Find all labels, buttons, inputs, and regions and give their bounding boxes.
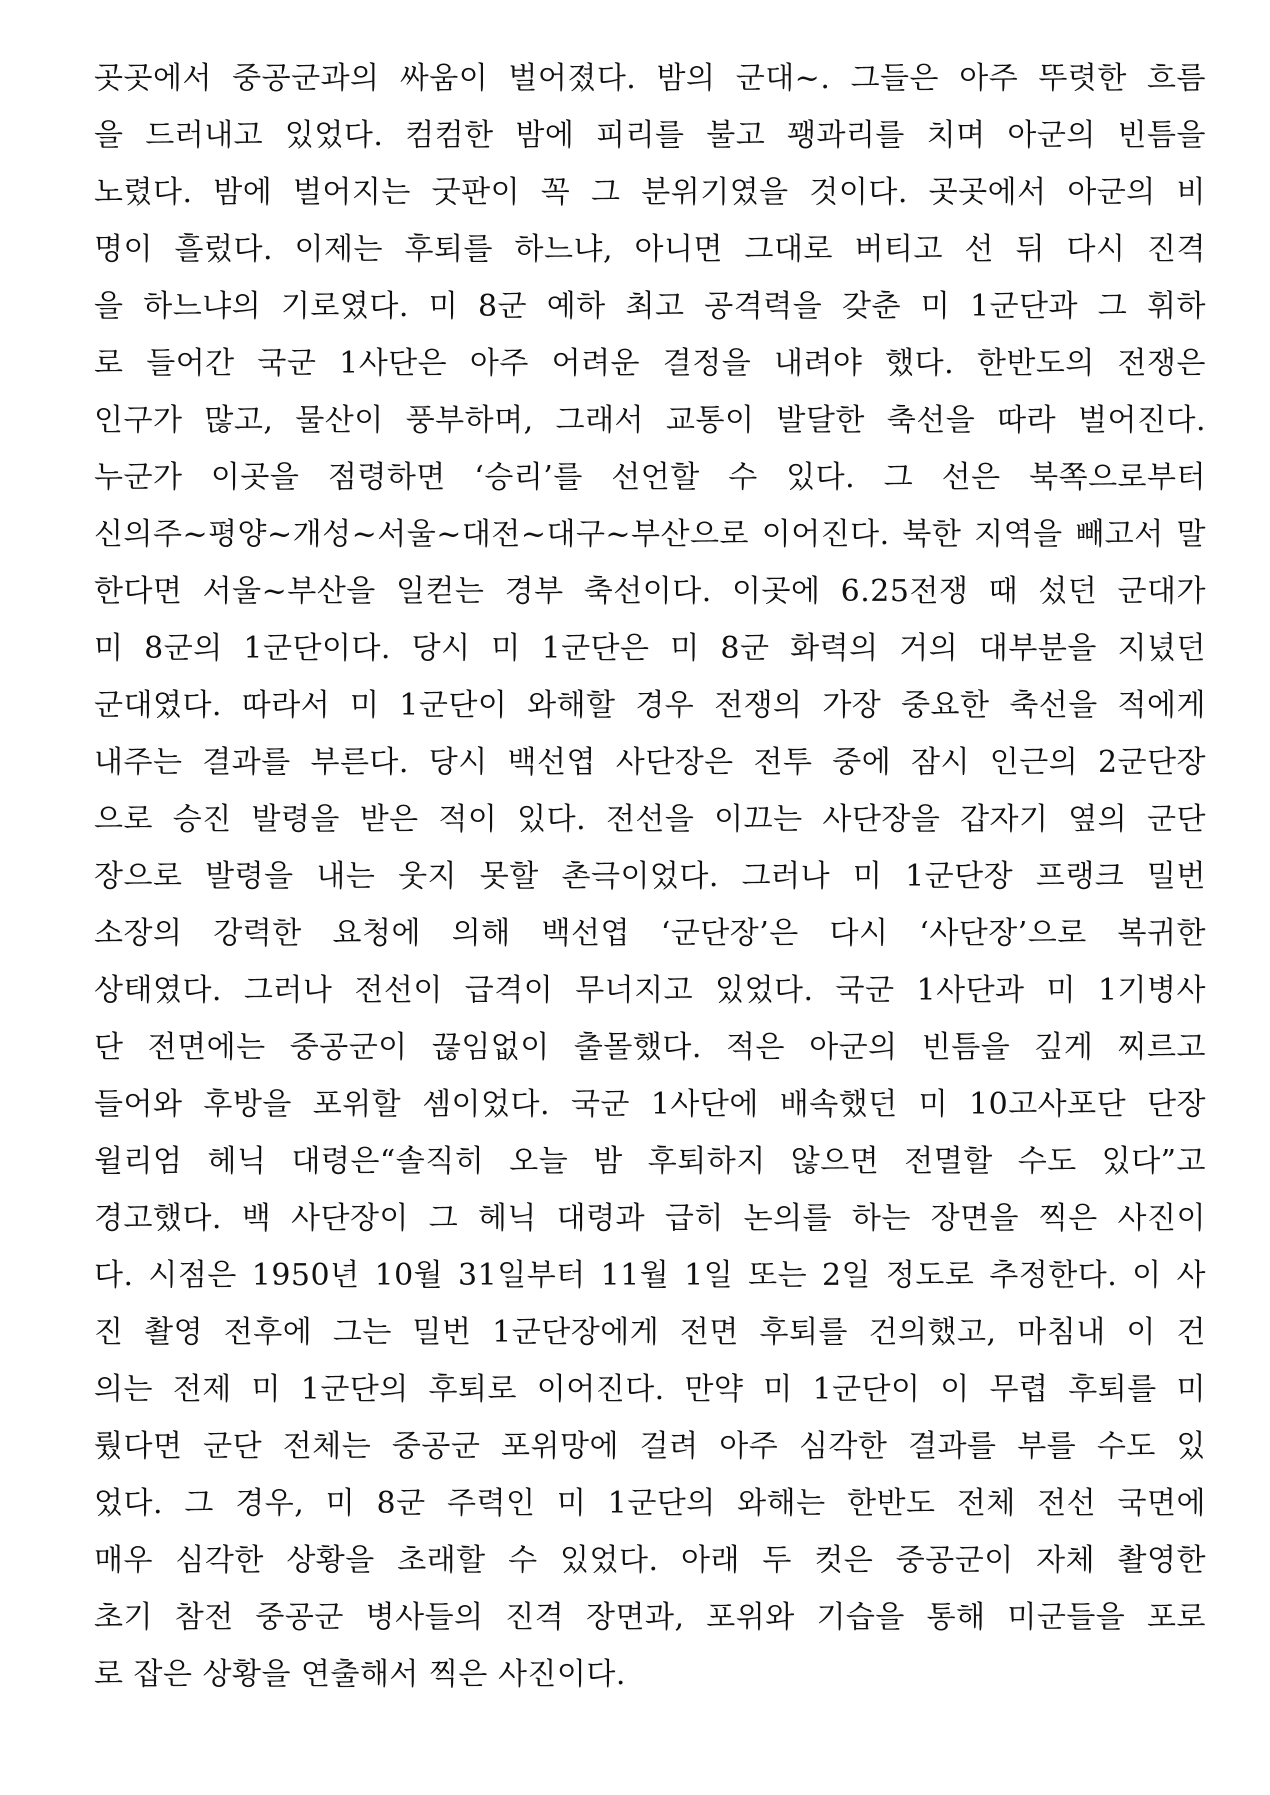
text-line: 으로 승진 발령을 받은 적이 있다. 전선을 이끄는 사단장을 갑자기 옆의 군단	[94, 802, 1206, 837]
text-line: 내주는 결과를 부른다. 당시 백선엽 사단장은 전투 중에 잠시 인근의 2군단장	[94, 745, 1206, 780]
text-line: 누군가 이곳을 점령하면 ‘승리’를 선언할 수 있다. 그 선은 북쪽으로부터	[94, 460, 1206, 495]
text-line: 신의주~평양~개성~서울~대전~대구~부산으로 이어진다. 북한 지역을 빼고서 말	[94, 517, 1206, 552]
text-line: 윌리엄 헤닉 대령은“솔직히 오늘 밤 후퇴하지 않으면 전멸할 수도 있다”고	[94, 1144, 1206, 1179]
text-line: 미 8군의 1군단이다. 당시 미 1군단은 미 8군 화력의 거의 대부분을 지녔던	[94, 631, 1206, 666]
text-line: 상태였다. 그러나 전선이 급격이 무너지고 있었다. 국군 1사단과 미 1기병사	[94, 973, 1206, 1008]
text-line: 들어와 후방을 포위할 셈이었다. 국군 1사단에 배속했던 미 10고사포단 단장	[94, 1087, 1206, 1122]
text-line: 을 드러내고 있었다. 컴컴한 밤에 피리를 불고 꽹과리를 치며 아군의 빈틈을	[94, 118, 1206, 153]
text-line: 곳곳에서 중공군과의 싸움이 벌어졌다. 밤의 군대~. 그들은 아주 뚜렷한 흐름	[94, 61, 1206, 96]
text-line: 뤘다면 군단 전체는 중공군 포위망에 걸려 아주 심각한 결과를 부를 수도 있	[94, 1429, 1206, 1464]
text-line: 장으로 발령을 내는 웃지 못할 촌극이었다. 그러나 미 1군단장 프랭크 밀번	[94, 859, 1206, 894]
text-line: 다. 시점은 1950년 10월 31일부터 11월 1일 또는 2일 정도로 추정한다. 이 사	[94, 1258, 1206, 1293]
text-line: 인구가 많고, 물산이 풍부하며, 그래서 교통이 발달한 축선을 따라 벌어진다.	[94, 403, 1206, 438]
text-line-last: 로 잡은 상황을 연출해서 찍은 사진이다.	[94, 1657, 626, 1692]
text-line: 한다면 서울~부산을 일컫는 경부 축선이다. 이곳에 6.25전쟁 때 섰던 군대가	[94, 574, 1206, 609]
text-line: 소장의 강력한 요청에 의해 백선엽 ‘군단장’은 다시 ‘사단장’으로 복귀한	[94, 916, 1206, 951]
text-line: 군대였다. 따라서 미 1군단이 와해할 경우 전쟁의 가장 중요한 축선을 적에게	[94, 688, 1206, 723]
text-line: 초기 참전 중공군 병사들의 진격 장면과, 포위와 기습을 통해 미군들을 포로	[94, 1600, 1206, 1635]
body-text	[94, 50, 1206, 1703]
text-line: 노렸다. 밤에 벌어지는 굿판이 꼭 그 분위기였을 것이다. 곳곳에서 아군의 비	[94, 175, 1206, 210]
text-line: 로 들어간 국군 1사단은 아주 어려운 결정을 내려야 했다. 한반도의 전쟁은	[94, 346, 1206, 381]
text-line: 의는 전제 미 1군단의 후퇴로 이어진다. 만약 미 1군단이 이 무렵 후퇴를 미	[94, 1372, 1206, 1407]
text-line: 단 전면에는 중공군이 끊임없이 출몰했다. 적은 아군의 빈틈을 깊게 찌르고	[94, 1030, 1206, 1065]
text-line: 을 하느냐의 기로였다. 미 8군 예하 최고 공격력을 갖춘 미 1군단과 그 휘하	[94, 289, 1206, 324]
text-line: 진 촬영 전후에 그는 밀번 1군단장에게 전면 후퇴를 건의했고, 마침내 이 건	[94, 1315, 1206, 1350]
text-line: 었다. 그 경우, 미 8군 주력인 미 1군단의 와해는 한반도 전체 전선 국면에	[94, 1486, 1206, 1521]
text-line: 매우 심각한 상황을 초래할 수 있었다. 아래 두 컷은 중공군이 자체 촬영한	[94, 1543, 1206, 1578]
text-line: 명이 흘렀다. 이제는 후퇴를 하느냐, 아니면 그대로 버티고 선 뒤 다시 진격	[94, 232, 1206, 267]
text-line: 경고했다. 백 사단장이 그 헤닉 대령과 급히 논의를 하는 장면을 찍은 사진이	[94, 1201, 1206, 1236]
